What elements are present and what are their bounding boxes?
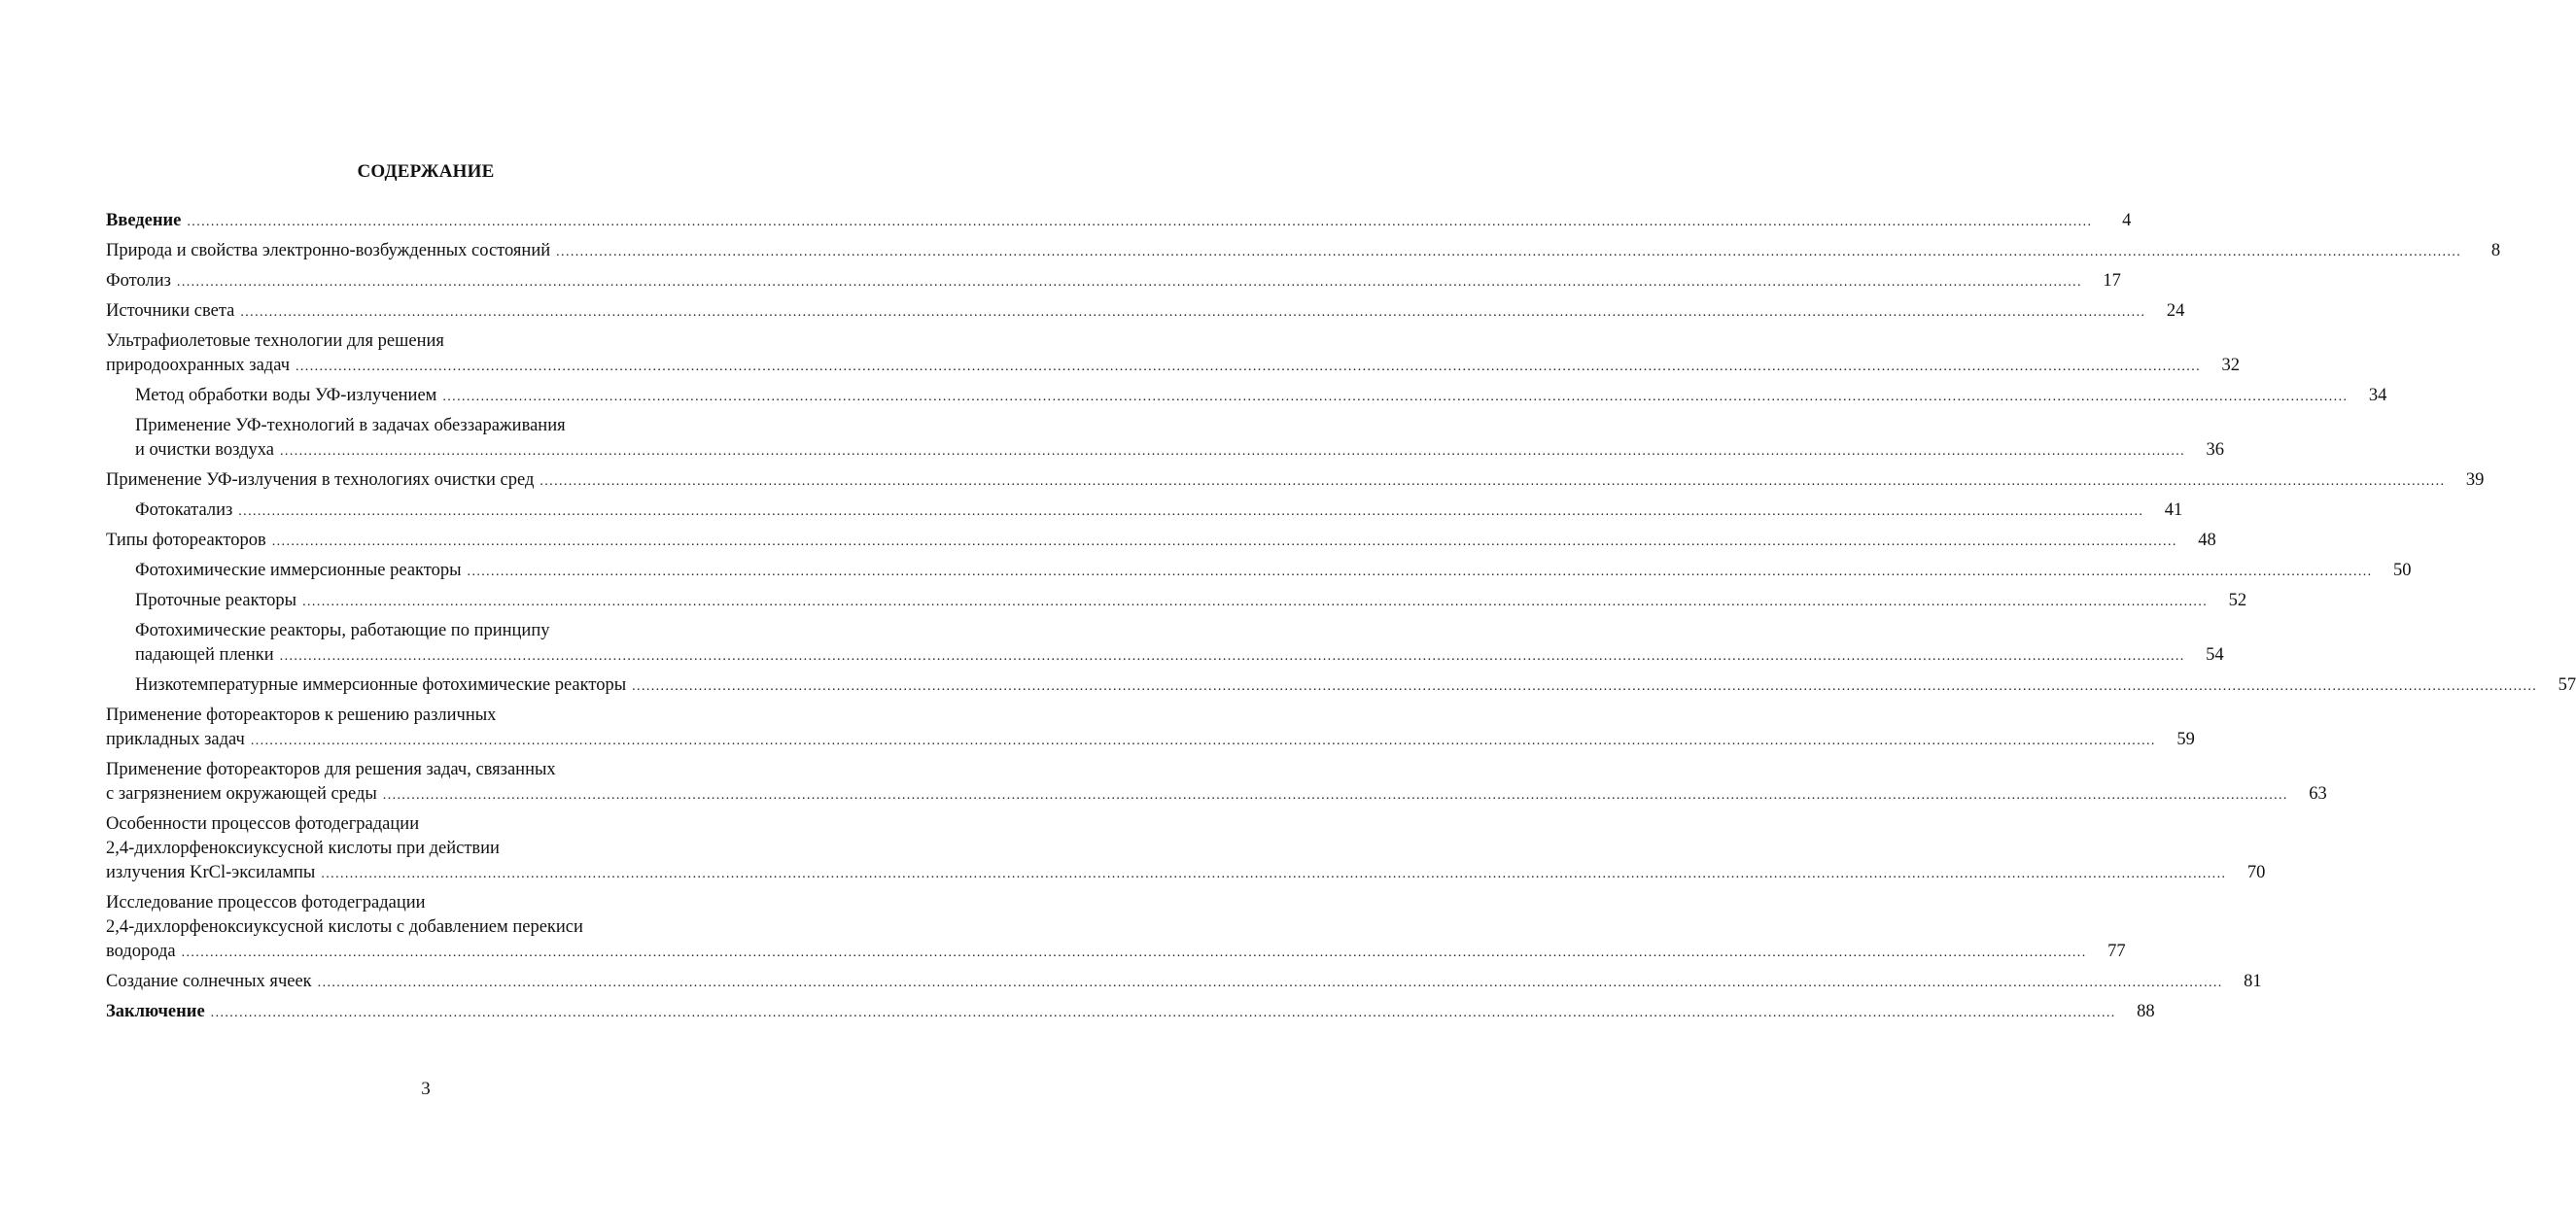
- toc-page-number: 57: [2558, 675, 2576, 695]
- toc-entry-line: Исследование процессов фотодеградации: [106, 893, 426, 912]
- toc-entry-row: [106, 468, 2485, 494]
- toc-entry-line: Ультрафиолетовые технологии для решения: [106, 331, 444, 351]
- toc-dot-leader: ................................................................................................................................................................................................................................................................................................................................................................................................................: [540, 474, 2446, 489]
- toc-page-number: 88: [2137, 1002, 2155, 1021]
- toc-entry-line: 2,4-дихлорфеноксиуксусной кислоты при действии: [106, 839, 500, 858]
- toc-entry: [106, 468, 2485, 494]
- toc-entry-title: Источники света: [106, 301, 235, 321]
- toc-entry-row: [106, 529, 2216, 554]
- toc-entry: [106, 970, 2262, 995]
- toc-dot-leader: ................................................................................................................................................................................................................................................................................................................................................................................................................: [176, 275, 2082, 290]
- toc-dot-leader: ................................................................................................................................................................................................................................................................................................................................................................................................................: [467, 565, 2373, 579]
- toc-page-number: 77: [2107, 942, 2126, 961]
- toc-entry-title: падающей пленки: [135, 645, 274, 665]
- toc-entry: [106, 529, 2216, 554]
- toc-entry-title: Типы фотореакторов: [106, 531, 266, 550]
- toc-entry-row: [106, 782, 2327, 808]
- toc-dot-leader: ................................................................................................................................................................................................................................................................................................................................................................................................................: [302, 595, 2209, 609]
- toc-entry-title: Введение: [106, 211, 182, 230]
- toc-dot-leader: ................................................................................................................................................................................................................................................................................................................................................................................................................: [279, 649, 2185, 664]
- toc-page-number: 24: [2166, 301, 2185, 321]
- table-of-contents: [106, 209, 2576, 1030]
- toc-entry-row: [106, 861, 2266, 886]
- toc-entry-title: Применение УФ-излучения в технологиях очистки сред: [106, 470, 535, 490]
- toc-entry-line: Фотохимические реакторы, работающие по принципу: [135, 621, 550, 640]
- toc-entry: [135, 619, 2224, 669]
- toc-page-number: 81: [2244, 972, 2262, 991]
- toc-entry: [135, 499, 2183, 524]
- toc-page-number: 36: [2206, 440, 2225, 460]
- toc-entry-title: Проточные реакторы: [135, 591, 297, 610]
- toc-page-number: 17: [2103, 271, 2121, 291]
- toc-entry: [135, 384, 2387, 409]
- toc-page-number: 50: [2393, 561, 2412, 580]
- page-number: 3: [421, 1079, 431, 1099]
- toc-page-number: 70: [2246, 863, 2266, 882]
- toc-entry: [106, 239, 2501, 264]
- toc-entry-row: [135, 384, 2387, 409]
- toc-page-number: 34: [2368, 386, 2387, 405]
- toc-entry-row: [106, 239, 2501, 264]
- toc-entry-row: [106, 299, 2185, 325]
- toc-page-number: 59: [2176, 730, 2195, 749]
- toc-dot-leader: ................................................................................................................................................................................................................................................................................................................................................................................................................: [317, 976, 2223, 990]
- toc-entry-title: Фотолиз: [106, 271, 171, 291]
- toc-entry-row: [106, 728, 2195, 753]
- toc-entry-row: [135, 643, 2224, 669]
- toc-entry: [135, 589, 2247, 614]
- toc-entry-row: [135, 499, 2183, 524]
- toc-dot-leader: ................................................................................................................................................................................................................................................................................................................................................................................................................: [238, 504, 2144, 519]
- toc-entry-title: прикладных задач: [106, 730, 245, 749]
- toc-entry: [135, 414, 2225, 464]
- toc-entry-title: Фотохимические иммерсионные реакторы: [135, 561, 462, 580]
- toc-entry-title: Метод обработки воды УФ-излучением: [135, 386, 437, 405]
- toc-entry: [106, 891, 2126, 965]
- toc-entry: [106, 758, 2327, 808]
- toc-entry-line: Применение фотореакторов к решению различных: [106, 706, 497, 725]
- toc-page-number: 39: [2465, 470, 2485, 490]
- toc-page-number: 48: [2198, 531, 2216, 550]
- toc-entry-title: и очистки воздуха: [135, 440, 275, 460]
- toc-dot-leader: ................................................................................................................................................................................................................................................................................................................................................................................................................: [382, 788, 2288, 803]
- toc-entry-line: Применение фотореакторов для решения задач, связанных: [106, 760, 556, 779]
- toc-entry-title: излучения KrCl-эксилампы: [106, 863, 316, 882]
- toc-entry-row: [135, 438, 2225, 464]
- toc-entry-row: [106, 970, 2262, 995]
- toc-dot-leader: ................................................................................................................................................................................................................................................................................................................................................................................................................: [442, 390, 2349, 404]
- toc-entry-title: Низкотемпературные иммерсионные фотохимические реакторы: [135, 675, 627, 695]
- toc-dot-leader: ................................................................................................................................................................................................................................................................................................................................................................................................................: [321, 867, 2227, 881]
- toc-dot-leader: ................................................................................................................................................................................................................................................................................................................................................................................................................: [250, 734, 2156, 748]
- toc-entry-title: Природа и свойства электронно-возбужденных состояний: [106, 241, 551, 260]
- toc-entry-title: Заключение: [106, 1002, 205, 1021]
- toc-entry-line: Особенности процессов фотодеградации: [106, 814, 420, 834]
- toc-entry: [106, 1000, 2155, 1025]
- toc-entry-title: Создание солнечных ячеек: [106, 972, 312, 991]
- toc-page-number: 52: [2228, 591, 2247, 610]
- toc-entry-row: [106, 354, 2240, 379]
- toc-page-number: 54: [2206, 645, 2224, 665]
- toc-dot-leader: ................................................................................................................................................................................................................................................................................................................................................................................................................: [271, 534, 2177, 549]
- toc-entry-row: [106, 1000, 2155, 1025]
- toc-entry-title: с загрязнением окружающей среды: [106, 784, 377, 804]
- toc-dot-leader: ................................................................................................................................................................................................................................................................................................................................................................................................................: [632, 679, 2538, 694]
- toc-dot-leader: ................................................................................................................................................................................................................................................................................................................................................................................................................: [187, 215, 2093, 229]
- toc-entry-row: [106, 269, 2121, 294]
- toc-entry-title: водорода: [106, 942, 176, 961]
- toc-entry-title: природоохранных задач: [106, 356, 290, 375]
- toc-page-number: 41: [2164, 500, 2183, 520]
- toc-entry-row: [135, 589, 2247, 614]
- toc-page-number: 32: [2221, 356, 2240, 375]
- toc-entry: [106, 329, 2240, 379]
- toc-entry: [106, 269, 2121, 294]
- toc-entry-title: Фотокатализ: [135, 500, 233, 520]
- toc-page-number: 8: [2490, 241, 2501, 260]
- toc-dot-leader: ................................................................................................................................................................................................................................................................................................................................................................................................................: [280, 444, 2186, 459]
- page-title: СОДЕРЖАНИЕ: [357, 161, 495, 182]
- toc-dot-leader: ................................................................................................................................................................................................................................................................................................................................................................................................................: [210, 1006, 2116, 1020]
- toc-entry: [106, 812, 2266, 886]
- toc-entry: [106, 209, 2132, 234]
- toc-entry: [106, 704, 2195, 753]
- toc-page-number: 63: [2309, 784, 2327, 804]
- toc-entry: [135, 673, 2576, 699]
- toc-entry-row: [106, 209, 2132, 234]
- toc-dot-leader: ................................................................................................................................................................................................................................................................................................................................................................................................................: [296, 360, 2201, 374]
- toc-dot-leader: ................................................................................................................................................................................................................................................................................................................................................................................................................: [240, 305, 2146, 320]
- toc-entry-line: Применение УФ-технологий в задачах обеззараживания: [135, 416, 566, 435]
- toc-entry: [135, 559, 2412, 584]
- toc-entry-row: [135, 559, 2412, 584]
- toc-dot-leader: ................................................................................................................................................................................................................................................................................................................................................................................................................: [556, 245, 2462, 259]
- toc-entry: [106, 299, 2185, 325]
- toc-entry-line: 2,4-дихлорфеноксиуксусной кислоты с добавлением перекиси: [106, 917, 583, 937]
- toc-dot-leader: ................................................................................................................................................................................................................................................................................................................................................................................................................: [181, 946, 2087, 960]
- toc-entry-row: [135, 673, 2576, 699]
- toc-entry-row: [106, 940, 2126, 965]
- toc-page-number: 4: [2122, 211, 2132, 230]
